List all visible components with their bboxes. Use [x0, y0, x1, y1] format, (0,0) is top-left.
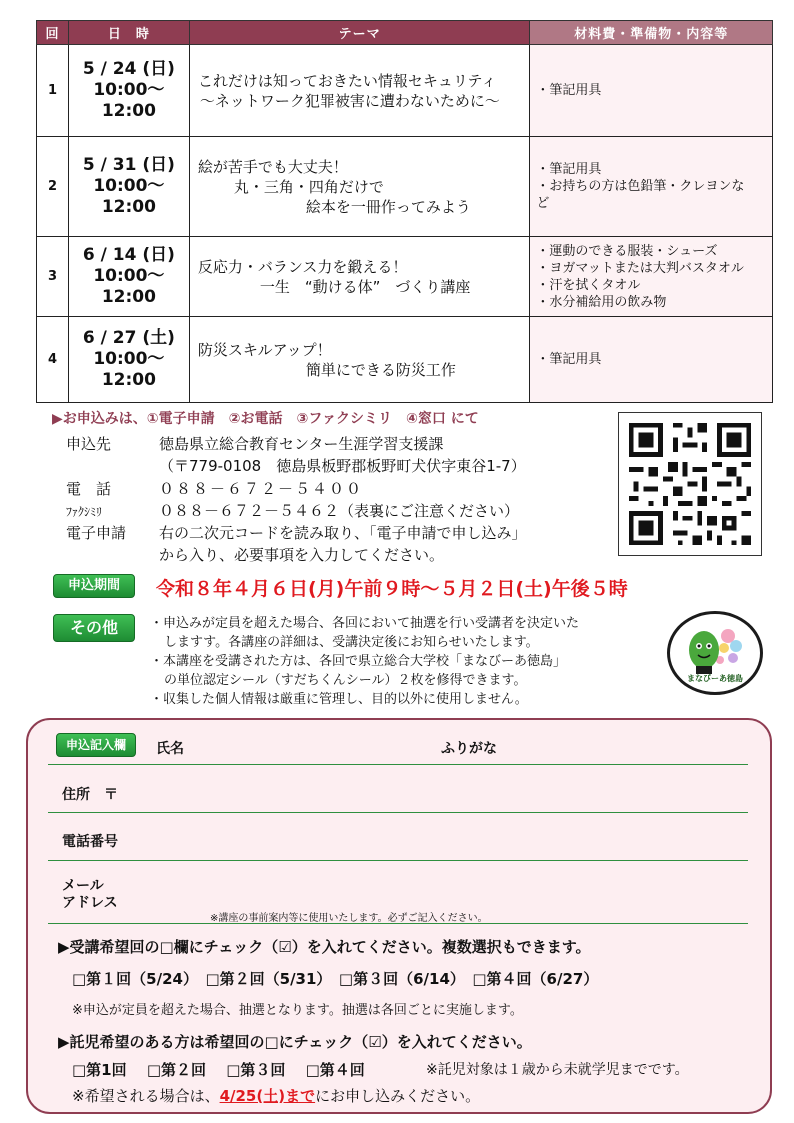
online-value-1: 右の二次元コードを読み取り、「電子申請で申し込み」 — [159, 524, 527, 542]
material-item: ・筆記用具 — [536, 352, 602, 367]
care-deadline-post: にお申し込みください。 — [315, 1087, 481, 1105]
choice-note: ※申込が定員を超えた場合、抽選となります。抽選は各回ごとに実施します。 — [72, 1003, 523, 1018]
name-field[interactable] — [158, 736, 748, 762]
session-end: 12:00 — [101, 197, 156, 217]
table-header-row — [37, 21, 773, 45]
session-theme — [189, 137, 530, 237]
apply-fax — [66, 501, 519, 522]
material-item: ・筆記用具 — [536, 83, 602, 98]
divider — [48, 923, 748, 924]
divider — [48, 764, 748, 765]
session-date: 5 / 24 (日) — [82, 59, 175, 79]
session-materials — [530, 317, 773, 403]
phone-label: 電話番号 — [62, 834, 118, 850]
theme-line: 反応力・バランス力を鍛える！ — [197, 257, 408, 276]
form-badge: 申込記入欄 — [56, 733, 136, 757]
phone-field[interactable] — [138, 818, 748, 858]
apply-destination — [66, 434, 443, 454]
qr-code[interactable] — [618, 412, 762, 556]
furigana-label: ふりがな — [441, 741, 497, 757]
online-label: 電子申請 — [66, 524, 127, 542]
address-value: （〒779-0108 徳島県板野郡板野町犬伏字東谷1-7） — [159, 457, 526, 475]
name-label: 氏名 — [156, 741, 184, 757]
header-datetime: 日 時 — [68, 21, 189, 45]
choice-heading: ▶受講希望回の□欄にチェック（☑）を入れてください。複数選択もできます。 — [58, 938, 591, 956]
apply-tel — [66, 479, 363, 499]
application-form — [26, 718, 772, 1114]
session-materials — [530, 137, 773, 237]
care-deadline — [72, 1085, 480, 1106]
fax-value: ０８８－６７２－５４６２（表裏にご注意ください） — [159, 502, 520, 520]
mascot-logo — [667, 611, 763, 695]
session-date: 5 / 31 (日) — [82, 155, 175, 175]
session-start: 10:00～ — [93, 176, 165, 196]
session-materials — [530, 237, 773, 317]
theme-line: 簡単にできる防災工作 — [305, 360, 456, 379]
tel-value: ０８８－６７２－５４００ — [159, 480, 364, 498]
mascot-icon — [670, 616, 760, 678]
address-field[interactable] — [128, 772, 748, 810]
mail-label-2: アドレス — [62, 895, 118, 911]
session-theme — [189, 45, 530, 137]
theme-line: 絵本を一冊作ってみよう — [305, 197, 471, 216]
theme-line: 防災スキルアップ！ — [197, 340, 332, 359]
session-datetime — [68, 237, 189, 317]
table-row — [37, 45, 773, 137]
session-end: 12:00 — [101, 370, 156, 390]
session-materials — [530, 45, 773, 137]
material-item: ・運動のできる服装・シューズ — [536, 243, 718, 259]
header-session: 回 — [37, 21, 69, 45]
apply-address — [66, 456, 526, 476]
care-deadline-pre: ※希望される場合は、 — [72, 1087, 220, 1105]
care-deadline-date: 4/25(土)まで — [219, 1087, 316, 1105]
session-datetime — [68, 317, 189, 403]
session-date: 6 / 27 (土) — [82, 328, 175, 348]
address-label: 住所 〒 — [62, 787, 118, 803]
destination-label: 申込先 — [66, 435, 112, 453]
care-checkboxes[interactable]: □第1回 □第２回 □第３回 □第４回 — [72, 1061, 365, 1079]
table-row — [37, 237, 773, 317]
period-badge: 申込期間 — [53, 574, 135, 598]
other-badge: その他 — [53, 614, 135, 642]
material-item: ・ヨガマットまたは大判バスタオル — [536, 260, 744, 276]
theme-line: ～ネットワーク犯罪被害に遭わないために～ — [199, 91, 500, 110]
schedule-table — [36, 20, 773, 403]
destination-value: 徳島県立総合教育センター生涯学習支援課 — [159, 435, 444, 453]
other-note-line: ・本講座を受講された方は、各回で県立総合大学校「まなびーあ徳島」 — [150, 654, 567, 669]
material-item: ど — [536, 196, 550, 211]
session-start: 10:00～ — [93, 266, 165, 286]
email-field[interactable] — [138, 866, 748, 906]
fax-label: ﾌｧｸｼﾐﾘ — [66, 505, 103, 519]
other-note-line: ・収集した個人情報は厳重に管理し、目的以外に使用しません。 — [150, 692, 528, 707]
session-theme — [189, 317, 530, 403]
table-row — [37, 137, 773, 237]
session-number: 2 — [37, 137, 69, 237]
other-note-line: の単位認定シール（すだちくんシール）２枚を修得できます。 — [164, 673, 527, 688]
theme-line: 丸・三角・四角だけで — [233, 177, 384, 196]
care-heading: ▶託児希望のある方は希望回の□にチェック（☑）を入れてください。 — [58, 1033, 532, 1051]
tel-label: 電 話 — [66, 480, 112, 498]
mail-note: ※講座の事前案内等に使用いたします。必ずご記入ください。 — [210, 913, 488, 924]
session-datetime — [68, 137, 189, 237]
theme-line: 絵が苦手でも大丈夫！ — [197, 157, 348, 176]
other-note-line: しますす。各講座の詳細は、受講決定後にお知らせいたします。 — [164, 635, 539, 650]
material-item: ・汗を拭くタオル — [536, 277, 641, 293]
divider — [48, 812, 748, 813]
other-note-line: ・申込みが定員を超えた場合、各回において抽選を行い受講者を決定いた — [150, 616, 580, 631]
other-notes — [150, 614, 579, 709]
material-item: ・お持ちの方は色鉛筆・クレヨンな — [536, 179, 745, 194]
session-number: 1 — [37, 45, 69, 137]
mascot-caption: まなびーあ徳島 — [687, 674, 743, 683]
apply-online — [66, 523, 527, 543]
header-theme: テーマ — [189, 21, 530, 45]
period-text: 令和８年４月６日(月)午前９時～５月２日(土)午後５時 — [156, 578, 628, 600]
divider — [48, 860, 748, 861]
header-materials: 材料費・準備物・内容等 — [530, 21, 773, 45]
session-date: 6 / 14 (日) — [82, 245, 175, 265]
session-number: 4 — [37, 317, 69, 403]
session-end: 12:00 — [101, 101, 156, 121]
apply-methods-heading: ▶お申込みは、①電子申請 ②お電話 ③ファクシミリ ④窓口 にて — [52, 411, 479, 427]
session-end: 12:00 — [101, 287, 156, 307]
qr-code-icon — [619, 413, 761, 555]
mail-label-1: メール — [62, 878, 104, 894]
session-number: 3 — [37, 237, 69, 317]
table-row — [37, 317, 773, 403]
session-checkboxes[interactable]: □第１回（5/24） □第２回（5/31） □第３回（6/14） □第４回（6/27） — [72, 970, 599, 988]
material-item: ・水分補給用の飲み物 — [536, 294, 667, 310]
apply-online-2 — [66, 545, 444, 565]
online-value-2: から入り、必要事項を入力してください。 — [159, 546, 445, 564]
session-start: 10:00～ — [93, 80, 165, 100]
theme-line: 一生 “動ける体” づくり講座 — [259, 277, 471, 296]
session-start: 10:00～ — [93, 349, 165, 369]
session-theme — [189, 237, 530, 317]
care-target: ※託児対象は１歳から未就学児までです。 — [426, 1062, 689, 1078]
material-item: ・筆記用具 — [536, 162, 602, 177]
session-datetime — [68, 45, 189, 137]
theme-line: これだけは知っておきたい情報セキュリティ — [197, 71, 497, 90]
